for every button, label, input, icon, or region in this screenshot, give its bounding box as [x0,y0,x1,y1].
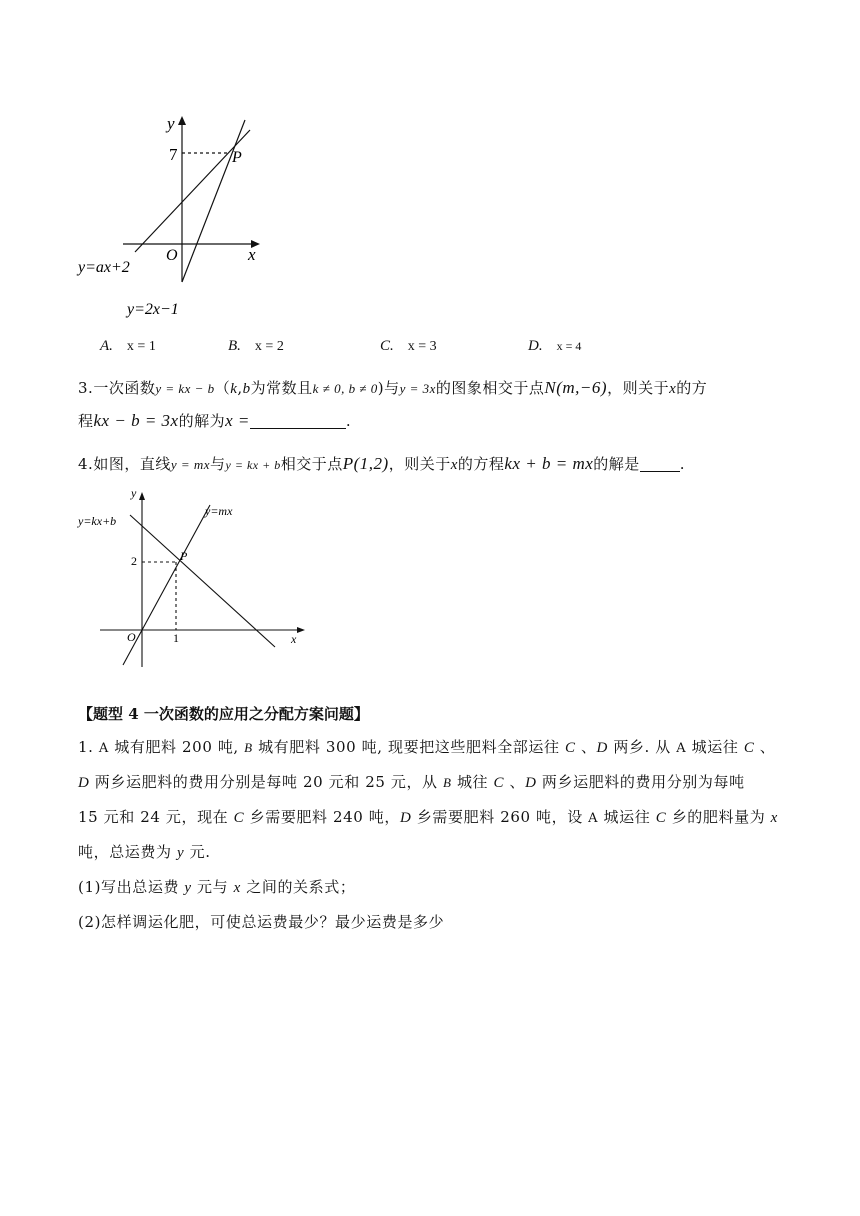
tick-x-label: 1 [173,631,179,645]
option-expr: x = 3 [407,339,437,354]
problem-var: C [655,810,667,826]
problem-var: D [78,775,90,791]
q4-text: 的方程 [457,455,505,473]
q4-text: 如图，直线 [93,455,171,473]
q4-equation: kx + b = mx [504,454,594,473]
q3-condition: k ≠ 0, b ≠ 0 [312,381,378,396]
option-expr: x = 4 [556,339,582,353]
q3-text: 的图象相交于点 [435,379,545,397]
option-letter: C. [380,338,394,354]
y-axis-label: y [167,114,175,133]
option-letter: D. [528,338,543,354]
q3-answer-prefix: x = [225,411,250,430]
problem-var: D [400,810,412,826]
q4-point: P(1,2) [342,454,389,473]
q3-text: )与 [377,379,400,397]
line-mx [123,505,210,665]
problem-var: x [770,810,778,826]
problem-var: A [98,741,109,756]
q3-answer-blank[interactable] [250,410,346,429]
q4-text: 的解是 [593,455,640,473]
q3-text: 程 [78,412,94,430]
problem-text: 城运往 [686,738,744,756]
q4-text: . [679,455,686,473]
problem-var: C [233,810,245,826]
problem-line-2 [78,771,745,792]
tick-y-label: 2 [131,554,137,568]
problem-text: 两乡运肥料的费用分别是每吨 20 元和 25 元，从 [89,773,444,791]
y-axis-arrow-icon [139,492,145,500]
problem-text: 两乡运肥料的费用分别为每吨 [536,773,745,791]
q3-text: 的解为 [178,412,226,430]
q3-text: 一次函数 [93,379,156,397]
problem-var: D [596,740,608,756]
x-axis-label: x [248,245,256,264]
q3-point: N(m,−6) [544,378,608,397]
problem-text: 吨，总运费为 [78,843,177,861]
point-p-label: P [180,549,188,563]
q3-var: k [230,381,238,397]
x-axis-label: x [291,632,297,646]
q3-text: 为常数且 [250,379,313,397]
problem-text: 之间的关系式； [240,878,356,896]
option-a[interactable] [100,338,156,355]
problem-var: B [443,775,452,790]
line-a-label: y=ax+2 [78,259,130,276]
answer-options [100,338,700,360]
q4-formula: y = kx + b [225,458,281,472]
option-expr: x = 1 [126,339,156,354]
section-heading: 【题型 4 一次函数的应用之分配方案问题】 [78,705,369,723]
problem-var: D [525,775,537,791]
q4-formula: y = mx [170,457,211,472]
origin-label: O [166,247,178,264]
problem-var: C [743,740,755,756]
problem-var: y [176,845,185,861]
line-b-label: y=2x−1 [127,301,179,318]
line-a-label: y=kx+b [78,514,117,528]
y-axis-label: y [131,486,137,500]
problem-text: 乡的肥料量为 [666,808,771,826]
question-number: 3. [78,379,94,397]
problem-text: 15 元和 24 元，现在 [78,808,234,826]
sub-question-1 [78,876,355,897]
problem-text: 城有肥料 300 吨, 现要把这些肥料全部运往 [252,738,565,756]
problem-text: 城运往 [598,808,656,826]
problem-var: C [564,740,576,756]
tick-y-label: 7 [169,145,178,164]
problem-var: x [233,880,241,896]
q3-text: . [345,412,352,430]
problem-var: A [588,811,599,826]
graph-intersection-p-7 [70,110,280,325]
sub-question-2: (2)怎样调运化肥，可使总运费最少？最少运费是多少 [78,913,445,931]
problem-text: 、 [575,738,597,756]
q4-text: 与 [210,455,226,473]
q3-text: , [237,379,243,397]
line-2x-minus-1 [182,120,245,282]
y-axis-arrow-icon [178,116,186,125]
question-number: 4. [78,455,94,473]
problem-text: 1. [78,738,99,756]
problem-line-1 [78,736,775,757]
problem-text: 、 [754,738,776,756]
q3-formula: y = 3x [399,381,436,396]
line-kx-plus-b [130,515,275,647]
problem-text: 城有肥料 200 吨, [108,738,245,756]
q4-var: x [450,457,458,473]
problem-text: 元. [184,843,211,861]
line-b-label: y=mx [205,504,233,518]
problem-var: B [244,740,253,755]
q3-text: 的方 [676,379,708,397]
graph-intersection-p-1-2 [75,485,315,670]
problem-text: 元与 [191,878,234,896]
option-letter: B. [228,338,241,354]
problem-var: y [184,880,192,896]
q3-var: b [242,381,251,397]
problem-text: (1)写出总运费 [78,878,185,896]
problem-text: 、 [504,773,526,791]
q4-text: ，则关于 [388,455,451,473]
option-expr: x = 2 [254,339,284,354]
q3-text: ，则关于 [607,379,670,397]
origin-label: O [127,630,136,644]
problem-text: 城往 [451,773,494,791]
problem-text: 乡需要肥料 240 吨， [244,808,401,826]
option-letter: A. [100,338,113,354]
problem-line-4 [78,841,211,862]
option-b[interactable] [228,338,284,355]
option-d[interactable] [528,338,581,355]
problem-text: 两乡. 从 [607,738,677,756]
problem-var: A [676,741,687,756]
q4-answer-blank[interactable] [640,453,680,472]
problem-text: 乡需要肥料 260 吨，设 [411,808,589,826]
q4-text: 相交于点 [280,455,343,473]
q3-equation: kx − b = 3x [93,411,179,430]
x-axis-arrow-icon [297,627,305,633]
problem-var: C [493,775,505,791]
option-c[interactable] [380,338,437,355]
problem-line-3 [78,806,778,827]
q3-var: x [669,381,677,397]
q3-formula: y = kx − b [155,381,215,396]
q3-text: （ [214,379,231,397]
point-p-label: P [232,149,242,166]
question-4 [78,448,778,481]
question-3 [78,372,778,437]
